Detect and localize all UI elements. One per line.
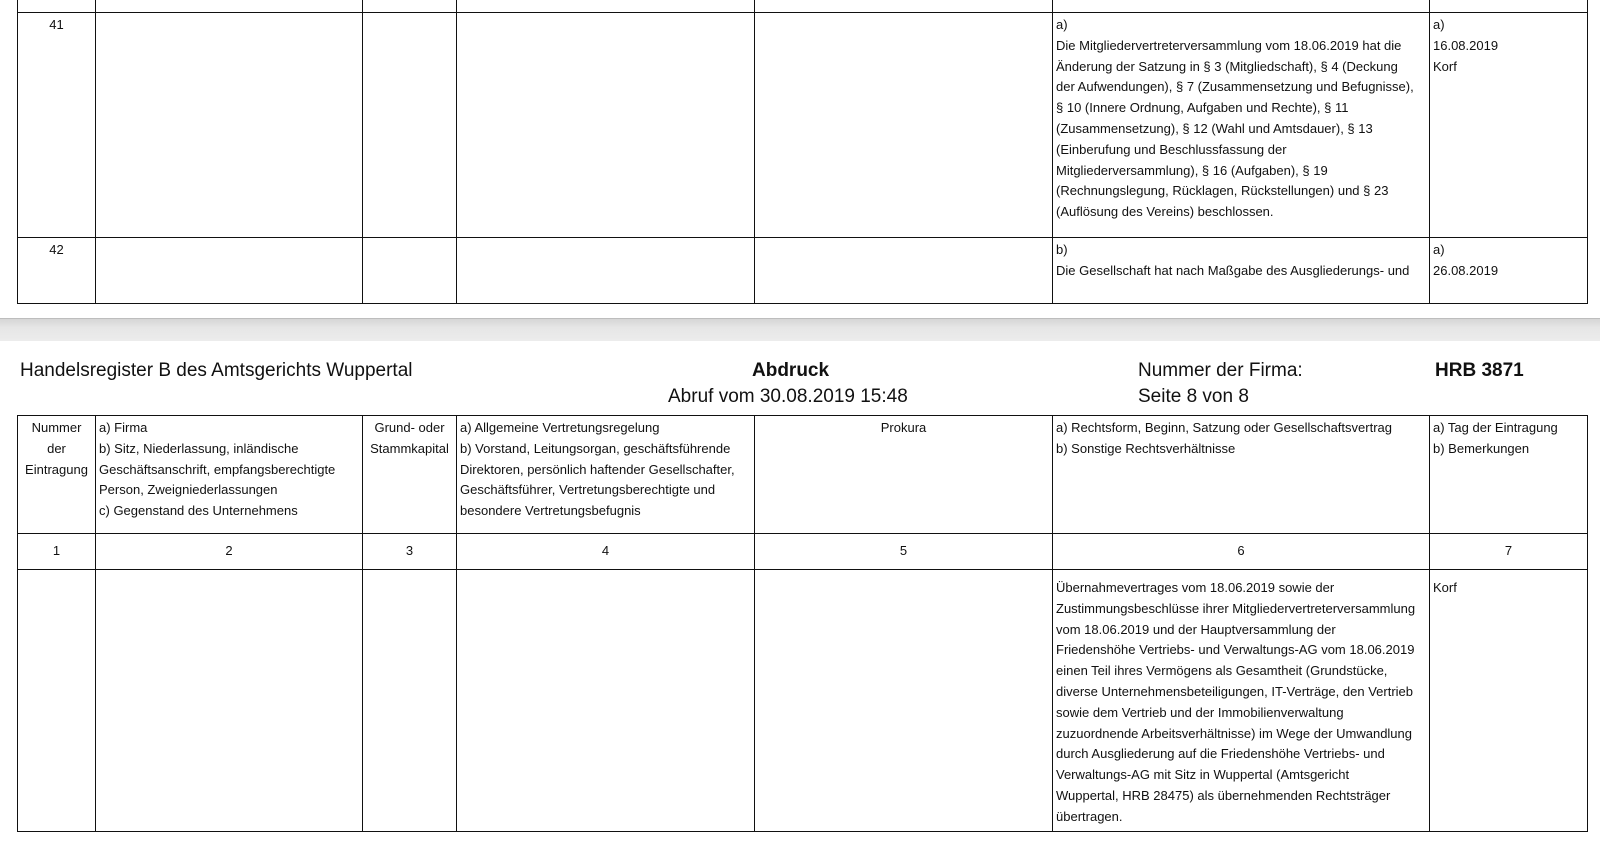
header-entry-date: a) Tag der Eintragung b) Bemerkungen: [1430, 416, 1588, 534]
table-row-previous-cut: [18, 0, 1588, 13]
page-separator: [0, 318, 1600, 342]
cell-col3: [363, 13, 457, 238]
page-number: Seite 8 von 8: [1138, 386, 1249, 407]
cell-col3: [363, 238, 457, 304]
column-number: 2: [96, 534, 363, 570]
page-8: [0, 341, 1600, 861]
column-number: 5: [755, 534, 1053, 570]
entry-number: 42: [18, 238, 96, 304]
header-firm: a) Firma b) Sitz, Niederlassung, inländische Geschäftsanschrift, empfangsberechtigte Person, Zweigniederlassungen c) Gegenstand des Unternehmens: [96, 416, 363, 534]
table-header-row: [18, 416, 1588, 534]
register-table-page-7: [17, 0, 1588, 304]
cell-col1: [18, 570, 96, 832]
cell-col3: [363, 570, 457, 832]
cell-legal-form-text: b) Die Gesellschaft hat nach Maßgabe des Ausgliederungs- und: [1053, 238, 1430, 304]
cell-col5: [755, 570, 1053, 832]
cell-col4: [457, 238, 755, 304]
table-row-entry-42: [18, 238, 1588, 304]
cell-entry-date: a) 16.08.2019 Korf: [1430, 13, 1588, 238]
register-table-page-8: [17, 415, 1588, 832]
cell-col4: [457, 570, 755, 832]
column-number: 6: [1053, 534, 1430, 570]
entry-number: 41: [18, 13, 96, 238]
cell-col5: [755, 13, 1053, 238]
header-capital: Grund- oder Stammkapital: [363, 416, 457, 534]
document-type: Abdruck: [752, 360, 830, 381]
column-number-row: [18, 534, 1588, 570]
table-row-entry-42-continued: [18, 570, 1588, 832]
header-representation: a) Allgemeine Vertretungsregelung b) Vorstand, Leitungsorgan, geschäftsführende Direktoren, persönlich haftender Gesellschafter, Geschäftsführer, Vertretungsberechtigte und besondere Vertretungsbefugnis: [457, 416, 755, 534]
header-entry-number: Nummer der Eintragung: [18, 416, 96, 534]
cell-legal-form-text: a) Die Mitgliedervertreterversammlung vom 18.06.2019 hat die Änderung der Satzung in § 3 (Mitgliedschaft), § 4 (Deckung der Aufwendungen), § 7 (Zusammensetzung und Befugnisse), § 10 (Innere Ordnung, Aufgaben und Rechte), § 11 (Zusammensetzung), § 12 (Wahl und Amtsdauer), § 13 (Einberufung und Beschlussfassung der Mitgliederversammlung), § 16 (Aufgaben), § 19 (Rechnungslegung, Rücklagen, Rückstellungen) und § 23 (Auflösung des Vereins) beschlossen.: [1053, 13, 1430, 238]
column-number: 1: [18, 534, 96, 570]
firm-number-label: Nummer der Firma:: [1138, 360, 1303, 381]
column-number: 7: [1430, 534, 1588, 570]
cell-col2: [96, 13, 363, 238]
cell-legal-form-text: Übernahmevertrages vom 18.06.2019 sowie der Zustimmungsbeschlüsse ihrer Mitgliedervertreterversammlung vom 18.06.2019 und der Hauptversammlung der Friedenshöhe Vertriebs- und Verwaltungs-AG vom 18.06.2019 einen Teil ihres Vermögens als Gesamtheit (Grundstücke, diverse Unternehmensbeteiligungen, IT-Verträge, den Vertrieb sowie dem Vertrieb und der Immobilienverwaltung zuzuordnende Arbeitsverhältnisse) im Wege der Umwandlung durch Ausgliederung auf die Friedenshöhe Vertriebs- und Verwaltungs-AG mit Sitz in Wuppertal (Amtsgericht Wuppertal, HRB 28475) als übernehmenden Rechtsträger übertragen.: [1053, 570, 1430, 832]
firm-number: HRB 3871: [1435, 360, 1524, 381]
column-number: 3: [363, 534, 457, 570]
cell-col2: [96, 570, 363, 832]
cell-col4: [457, 13, 755, 238]
cell-col5: [755, 238, 1053, 304]
column-number: 4: [457, 534, 755, 570]
header-prokura: Prokura: [755, 416, 1053, 534]
retrieval-timestamp: Abruf vom 30.08.2019 15:48: [668, 386, 908, 407]
header-legal-form: a) Rechtsform, Beginn, Satzung oder Gesellschaftsvertrag b) Sonstige Rechtsverhältnisse: [1053, 416, 1430, 534]
table-row-entry-41: [18, 13, 1588, 238]
cell-col2: [96, 238, 363, 304]
cell-remarks: Korf: [1430, 570, 1588, 832]
cell-entry-date: a) 26.08.2019: [1430, 238, 1588, 304]
page-7-fragment: [0, 0, 1600, 318]
register-title: Handelsregister B des Amtsgerichts Wuppertal: [20, 360, 413, 381]
